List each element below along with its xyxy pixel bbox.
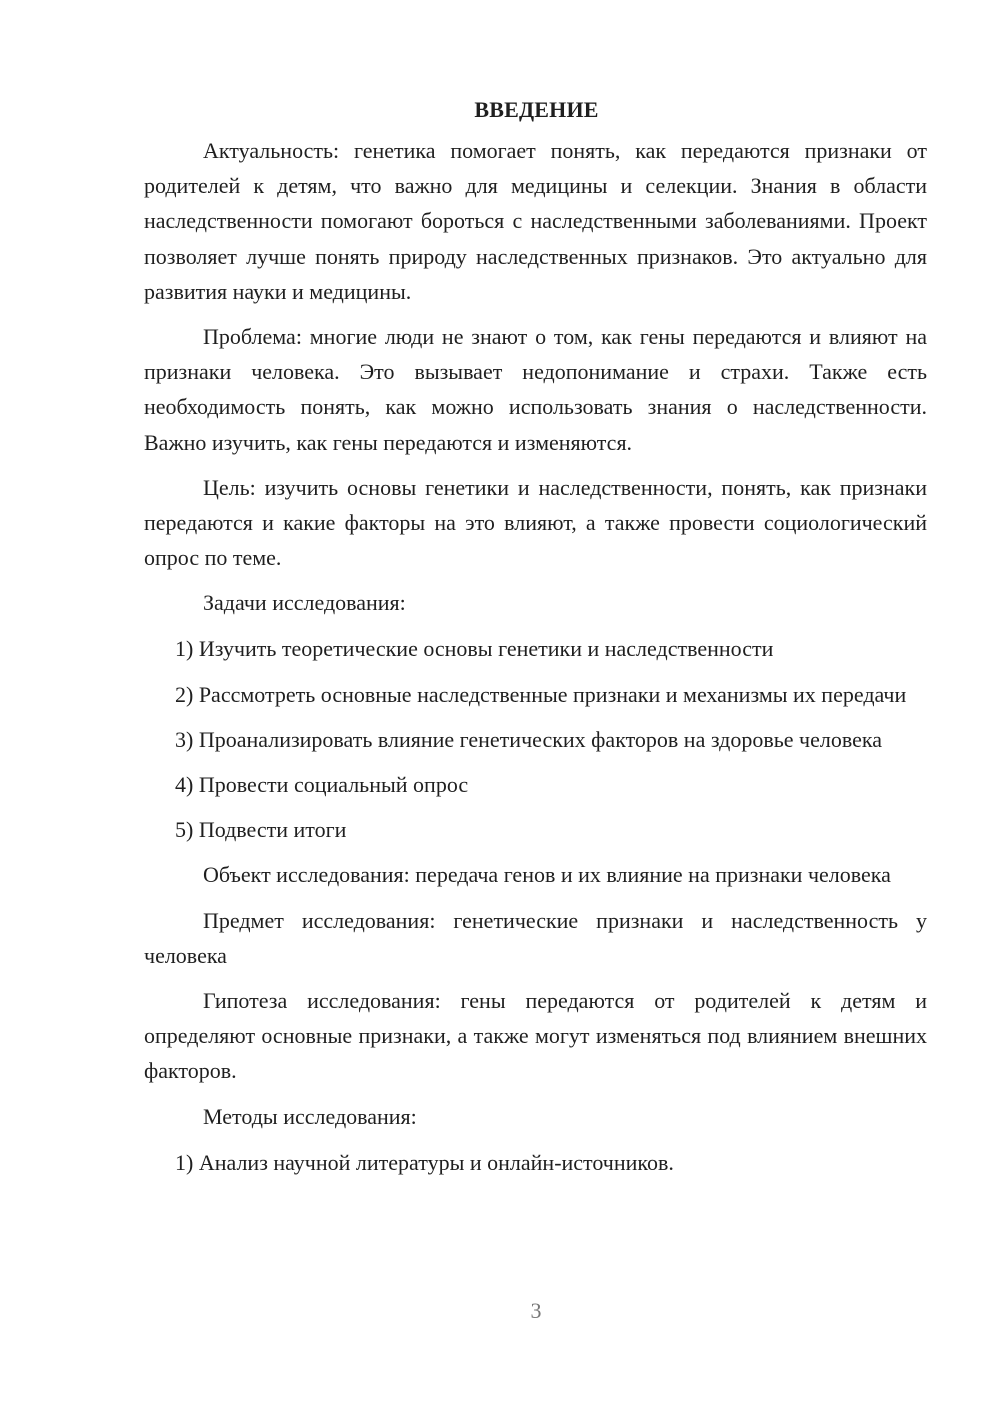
- page-content: [144, 92, 927, 1190]
- page-title: ВВЕДЕНИЕ: [474, 97, 599, 122]
- list-item: 1) Изучить теоретические основы генетики и наследственности: [175, 636, 774, 662]
- list-item: 3) Проанализировать влияние генетических факторов на здоровье человека: [175, 726, 882, 752]
- goal-paragraph: Цель: изучить основы генетики и наследственности, понять, как признаки передаются и какие факторы на это влияют, а также провести социологический опрос по теме.: [144, 474, 927, 571]
- tasks-heading: Задачи исследования:: [203, 590, 406, 616]
- object-paragraph: Объект исследования: передача генов и их влияние на признаки человека: [203, 862, 891, 888]
- list-item: 1) Анализ научной литературы и онлайн-источников.: [175, 1149, 674, 1175]
- methods-list: [144, 1145, 927, 1180]
- page-number: 3: [530, 1298, 542, 1323]
- relevance-paragraph: Актуальность: генетика помогает понять, как передаются признаки от родителей к детям, что важно для медицины и селекции. Знания в области наследственности помогают бороться с наследственными заболеваниями. Проект позволяет лучше понять природу наследственных признаков. Это актуально для развития науки и медицины.: [144, 138, 927, 304]
- problem-paragraph: Проблема: многие люди не знают о том, как гены передаются и влияют на признаки человека. Это вызывает недопонимание и страхи. Также есть необходимость понять, как можно использовать знания о наследственности. Важно изучить, как гены передаются и изменяются.: [144, 324, 927, 455]
- subject-paragraph: Предмет исследования: генетические признаки и наследственность у человека: [144, 907, 927, 968]
- list-item: 4) Провести социальный опрос: [175, 772, 469, 798]
- methods-heading: Методы исследования:: [203, 1103, 417, 1129]
- tasks-list: [144, 631, 927, 847]
- list-item: 5) Подвести итоги: [175, 817, 347, 843]
- list-item: 2) Рассмотреть основные наследственные признаки и механизмы их передачи: [175, 681, 907, 707]
- hypothesis-paragraph: Гипотеза исследования: гены передаются от родителей к детям и определяют основные признаки, а также могут изменяться под влиянием внешних факторов.: [144, 988, 927, 1084]
